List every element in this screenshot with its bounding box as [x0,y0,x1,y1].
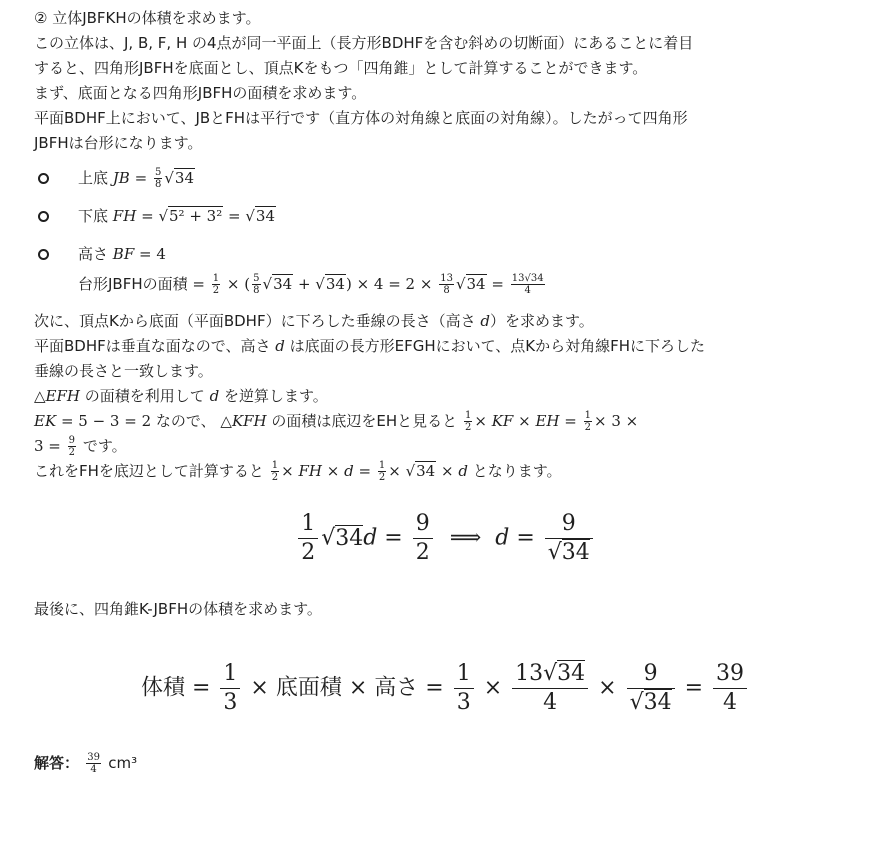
height-intro-line: 次に、頂点Kから底面（平面BDHF）に下ろした垂線の長さ（高さ d）を求めます。 [34,312,594,330]
section-heading: ② 立体JBFKHの体積を求めます。 [34,9,261,27]
final-intro-line: 最後に、四角錐K-JBFHの体積を求めます。 [34,600,322,618]
triangle-area-line: △EFH の面積を利用して d を逆算します。 [34,387,328,405]
bullet-height: 高さ BF = 4 [34,242,857,280]
intro-line-5: JBFHは台形になります。 [34,134,203,152]
bullet-upper-base: 上底 JB = $\frac{5}{8}$ √34 [34,166,857,204]
height-explain-line-2: 垂線の長さと一致します。 [34,362,213,380]
trapezoid-area-line: 台形JBFHの面積 = $\frac{1}{2}$ × ( $\frac{5}{8}$ √34 + √34) × 4 = 2 × $\frac{13}{8}$ √34 = $\frac{13√34}{4}$ [78,273,544,296]
bullet-circle-icon [38,249,49,260]
fh-base-line: これをFHを底辺として計算すると $\frac{1}{2}$ × FH × d = $\frac{1}{2}$ × √34 × d となります。 [34,460,562,483]
ek-line: EK = 5 − 3 = 2 なので、 △KFH の面積は底辺をEHと見ると $\frac{1}{2}$ × KF × EH = $\frac{1}{2}$ × 3 × [34,410,639,433]
volume-equation: 体積 = $\frac{1}{3}$ × 底面積 × 高さ = $\frac{1}{3}$ × $\frac{13√34}{4}$ × $\frac{9}{√34}$ = $\frac{39}{4}$ [34,660,857,717]
intro-line-2: すると、四角形JBFHを底面とし、頂点Kをもつ「四角錐」として計算することができます。 [34,59,648,77]
bullet-lower-base: 下底 FH = √5² + 3² = √34 [34,204,857,242]
ek-line-2: 3 = $\frac{9}{2}$ です。 [34,435,127,458]
answer-line: 解答： $\frac{39}{4}$ cm³ [34,752,138,775]
intro-line-4: 平面BDHF上において、JBとFHは平行です（直方体の対角線と底面の対角線）。したがって四角形 [34,109,688,127]
height-explain-line: 平面BDHFは垂直な面なので、高さ d は底面の長方形EFGHにおいて、点Kから対角線FHに下ろした [34,337,706,355]
bullet-circle-icon [38,211,49,222]
intro-line-1: この立体は、J, B, F, H の4点が同一平面上（長方形BDHFを含む斜めの切断面）にあることに着目 [34,34,694,52]
trapezoid-bullets [34,166,857,280]
intro-line-3: まず、底面となる四角形JBFHの面積を求めます。 [34,84,367,102]
bullet-circle-icon [38,173,49,184]
height-equation: $\frac{1}{2}$ √34d = $\frac{9}{2}$ ⟹ d = $\frac{9}{√34}$ [34,510,857,567]
